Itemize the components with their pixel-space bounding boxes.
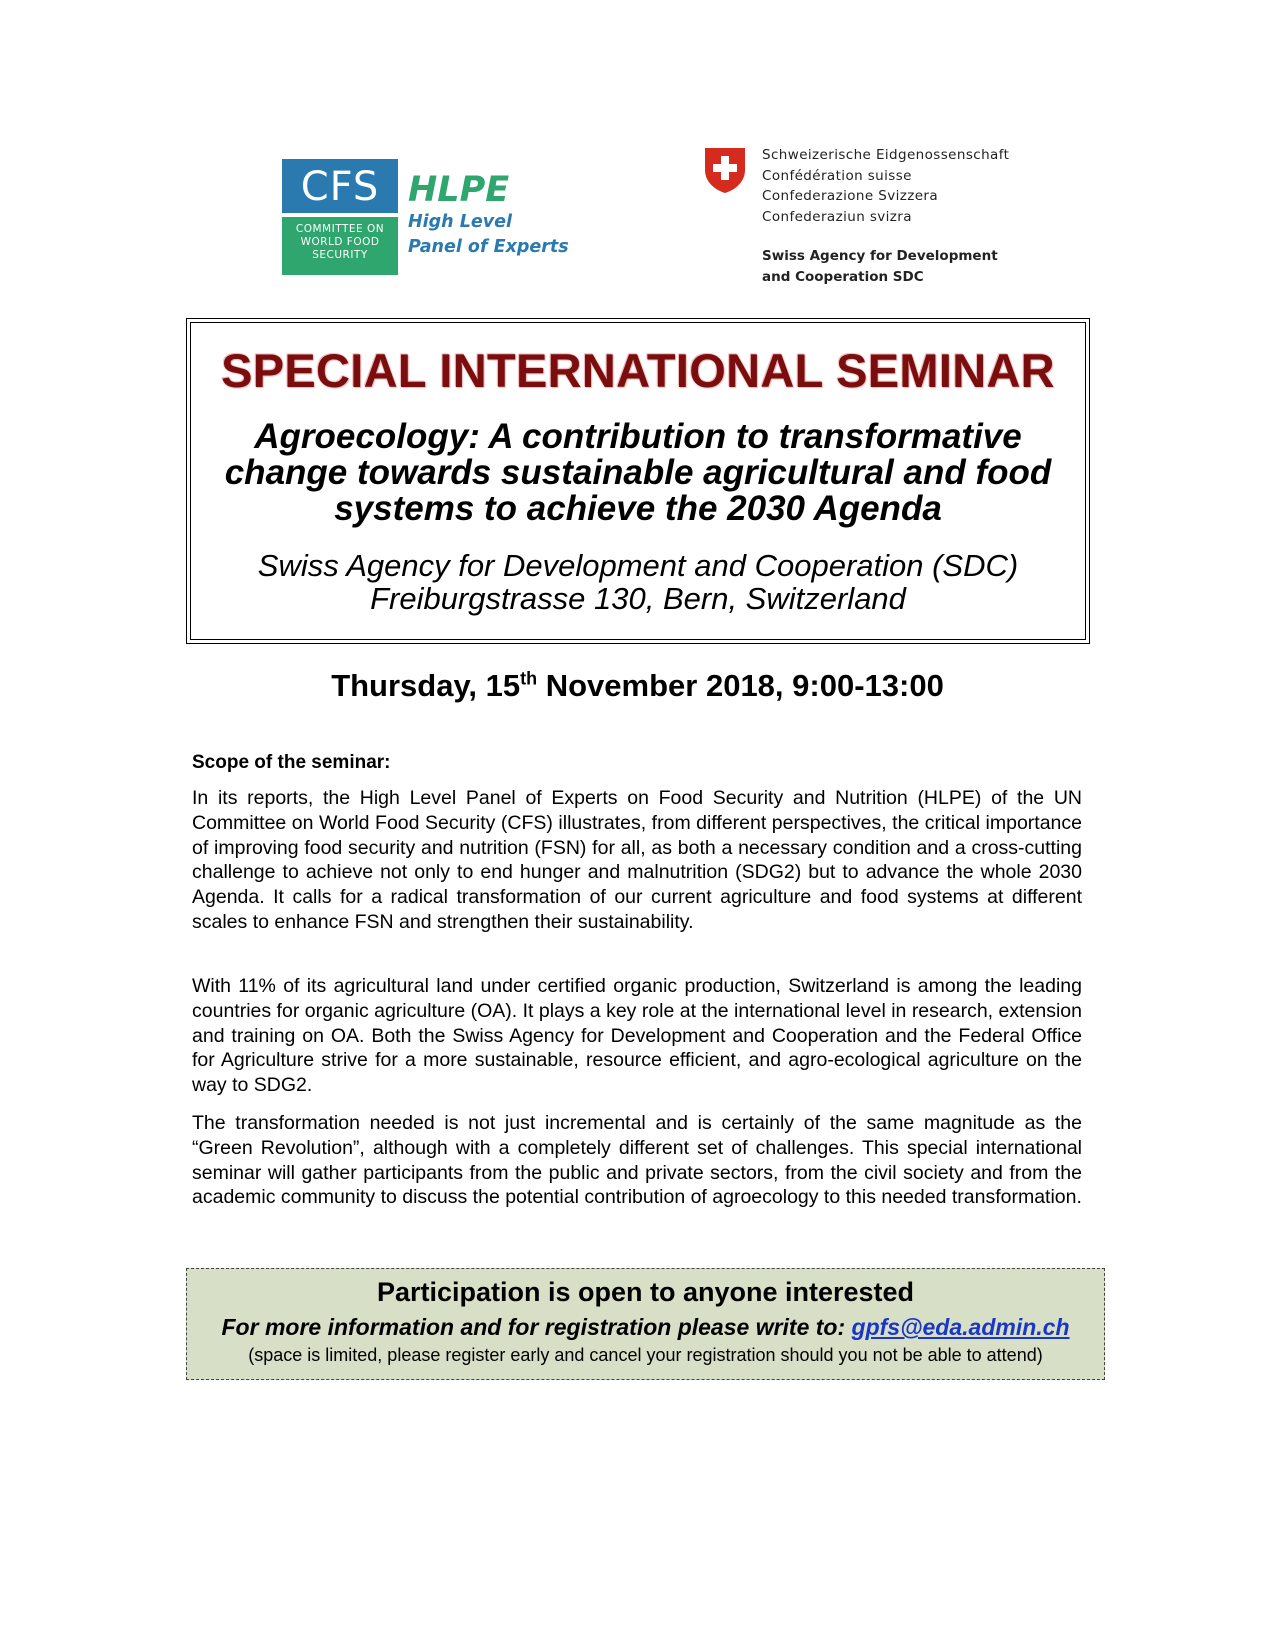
seminar-topic-line3: systems to achieve the 2030 Agenda bbox=[334, 489, 942, 528]
cfs-subtitle bbox=[282, 217, 398, 275]
seminar-topic-line2: change towards sustainable agricultural and food bbox=[224, 453, 1052, 492]
sdc-agency-line1: Swiss Agency for Development bbox=[762, 248, 998, 264]
swiss-name-it: Confederazione Svizzera bbox=[762, 188, 939, 204]
swiss-shield-icon bbox=[703, 146, 747, 194]
seminar-heading: SPECIAL INTERNATIONAL SEMINAR bbox=[221, 344, 1055, 397]
sdc-agency-name bbox=[762, 246, 998, 287]
date-prefix: Thursday, 15 bbox=[331, 668, 521, 703]
participation-box bbox=[186, 1268, 1105, 1380]
cfs-subtitle-line3: SECURITY bbox=[312, 249, 368, 261]
swiss-name-fr: Confédération suisse bbox=[762, 167, 912, 184]
participation-title: Participation is open to anyone interested bbox=[376, 1277, 915, 1307]
seminar-topic-line1: Agroecology: A contribution to transformative bbox=[254, 417, 1022, 456]
scope-paragraph-2: With 11% of its agricultural land under certified organic production, Switzerland is among the leading countries for organic agriculture (OA). It plays a key role at the international level in research, extension and training on OA. Both the Swiss Agency for Development and Cooperation and the Federal Office for Agriculture strive for a more sustainable, resource efficient, and agro-ecological agriculture on the way to SDG2. bbox=[192, 975, 1082, 1097]
seminar-topic bbox=[207, 419, 1069, 527]
registration-email-link[interactable]: gpfs@eda.admin.ch bbox=[851, 1314, 1070, 1340]
swiss-confederation-names bbox=[762, 145, 1009, 227]
swiss-name-rm: Confederaziun svizra bbox=[762, 208, 912, 225]
registration-info bbox=[187, 1314, 1104, 1341]
registration-info-text: For more information and for registration please write to: bbox=[221, 1314, 852, 1340]
scope-paragraph-1: In its reports, the High Level Panel of Experts on Food Security and Nutrition (HLPE) of the UN Committee on World Food Security (CFS) illustrates, from different perspectives, the critical importance of improving food security and nutrition (FSN) for all, as both a necessary condition and a cross-cutting challenge to achieve not only to end hunger and malnutrition (SDG2) but to advance the whole 2030 Agenda. It calls for a radical transformation of our current agriculture and food systems at different scales to enhance FSN and strengthen their sustainability. bbox=[192, 787, 1082, 933]
date-ordinal: th bbox=[520, 668, 538, 689]
venue-line2: Freiburgstrasse 130, Bern, Switzerland bbox=[370, 581, 906, 616]
cfs-acronym: CFS bbox=[282, 159, 398, 213]
seminar-venue bbox=[187, 549, 1089, 615]
swiss-name-de: Schweizerische Eidgenossenschaft bbox=[762, 147, 1010, 163]
hlpe-logo bbox=[408, 170, 569, 260]
participation-note: (space is limited, please register early and cancel your registration should you not be able to attend) bbox=[248, 1345, 1043, 1365]
cfs-subtitle-line1: COMMITTEE ON bbox=[295, 223, 385, 235]
date-suffix: November 2018, 9:00-13:00 bbox=[537, 668, 944, 703]
seminar-title-box bbox=[186, 318, 1090, 644]
sdc-agency-line2: and Cooperation SDC bbox=[762, 268, 924, 285]
hlpe-acronym: HLPE bbox=[408, 170, 510, 210]
venue-line1: Swiss Agency for Development and Cooperation (SDC) bbox=[257, 548, 1019, 583]
hlpe-line1: High Level bbox=[408, 212, 513, 232]
scope-heading: Scope of the seminar: bbox=[192, 752, 391, 773]
cfs-logo bbox=[282, 159, 398, 275]
hlpe-line2: Panel of Experts bbox=[408, 237, 569, 257]
cfs-subtitle-line2: WORLD FOOD bbox=[300, 236, 380, 248]
scope-paragraph-3: The transformation needed is not just incremental and is certainly of the same magnitude as the “Green Revolution”, although with a completely different set of challenges. This special international seminar will gather participants from the public and private sectors, from the civil society and from the academic community to discuss the potential contribution of agroecology to this needed transformation. bbox=[192, 1112, 1082, 1209]
seminar-date bbox=[0, 668, 1275, 704]
